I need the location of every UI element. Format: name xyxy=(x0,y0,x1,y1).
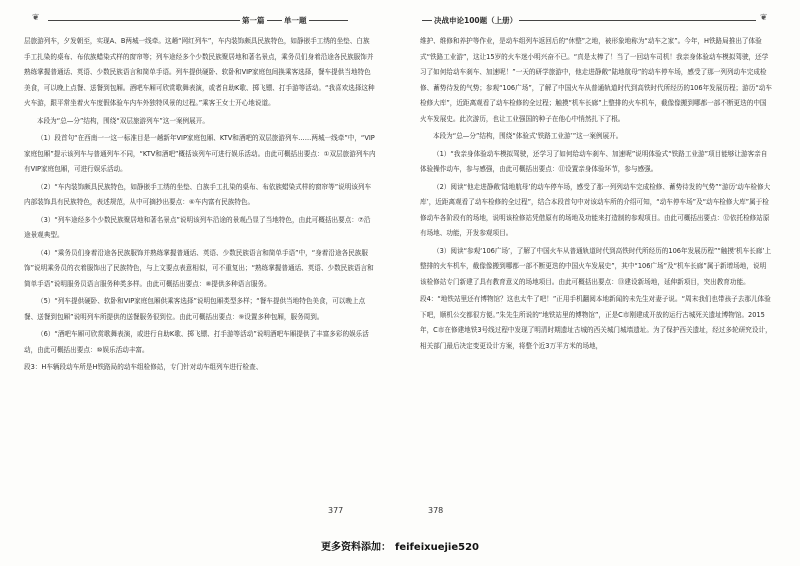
paragraph: （2）“车内装饰颇具民族特色，如静嵌手工绣的坐垫、白族手工扎染的桌布、布依族蜡染式样的窗帘等”说明该列车内部装饰具有民族特色，表述规范，从中可摘抄出要点：⑥车内富有民族特色。 xyxy=(24,182,372,206)
paragraph: （2）阅读“他走进静敞‘陆地航母’的动车停车场，感受了那一列列动车完成检修、蓄势待发的气势”“游历‘动车检修大库’，近距离观看了动车检修的全过程”，结合本段首句中对该动车所的介绍可知，“动车停车场”及“动车检修大库”属于检修动车各阶段有的场地，说明该检修站凭借原有的场地及功能来打造制的参观项目。由此可概括出要点：⑫依托检修站原有场地、功能，开发参观项目。 xyxy=(420,182,771,237)
page-number: 378 xyxy=(428,506,444,515)
paragraph: （6）“酒吧车厢可欣赏歌舞表演，或进行自助K歌、掷飞镖、打手游等活动”说明酒吧车厢提供了丰富多彩的娱乐活动，由此可概括出要点：⑩娱乐活动丰富。 xyxy=(24,330,369,354)
header-book-title: 决战申论100题（上册） xyxy=(434,16,518,25)
left-page xyxy=(12,10,392,528)
paragraph: 段3：H车辆段动车所是H铁路局的动车组检修站，专门针对动车组列车进行检查、 xyxy=(24,363,263,371)
left-body-text xyxy=(24,34,376,378)
footer-label: 更多资料添加： xyxy=(321,542,391,553)
footer-contact-id: feifeixuejie520 xyxy=(395,542,479,553)
page-number: 377 xyxy=(328,506,344,515)
paragraph: 层旅游列车，夕发朝至，实现A、B两城一线牵。这趟“网红列车”，车内装饰颇具民族特色，如静嵌手工绣的坐垫、白族手工扎染的桌布、布依族蜡染式样的窗帘等；列车途经多个少数民族聚居地和著名景点，乘务员们身着沿途各民族服饰并熟练掌握普通话、英语、少数民族语言和简单手语。列车提供硬卧、软卧和VIP家庭包间换乘客选择，餐车提供当地特色美食，可以晚上点餐、送餐到包厢。酒吧车厢可欣赏歌舞表演，或者自助K歌、掷飞镖、打手游等活动。“我喜欢选择这种火车游，跟平常坐着火车度假体验车内车外独特风景的过程。”乘客王女士开心地说道。 xyxy=(24,37,375,107)
paragraph: （4）“乘务员们身着沿途各民族服饰并熟练掌握普通话、英语、少数民族语言和简单手语”中，“身着沿途各民族服饰”说明乘务员的衣着服饰出了民族特色，与上文要点表意相似，可不重复出；“熟练掌握普通话、英语、少数民族语言和简单手语”说明服务员语言服务种类多样。由此可概括出要点：⑧提供多种语言服务。 xyxy=(24,248,374,288)
right-body-text xyxy=(420,34,772,356)
paragraph: （3）“列车途经多个少数民族聚居地和著名景点”说明该列车沿途的景观凸显了当地特色，由此可概括出要点：⑦沿途景观典型。 xyxy=(24,215,371,239)
paragraph: 维护、维修和养护等作业，是动车组列车返回后的“休整”之地，被形象地称为“动车之家”。今年，H铁路局推出了体验式“铁路工业游”，这让15岁的火车迷小明兴奋不已。“真是太棒了！当了一回动车司机！我亲身体验动车模拟驾驶，还学习了如何给动车刹车、加速呢！”一天的研学旅游中，他走进静敞“陆地航母”的动车停车场，感受了那一列列动车完成检修、蓄势待发的气势；参观“106广场”，了解了中国火车从普通轨道时代到高铁时代所经历的106年发展历程；游历“动车检修大库”，近距离观看了动车检修的全过程；触摸“机车长廊”上整排的火车机车，截像像搬到哪都一部不断更迭的中国火车发展史。此次游历，也让工业强国的种子在他心中悄然扎下了根。 xyxy=(420,37,772,123)
paragraph: 本段为“总—分”结构，围绕“体验式‘铁路工业游’”这一案例展开。 xyxy=(433,132,623,140)
footer-contact xyxy=(0,538,800,553)
right-page xyxy=(408,10,788,528)
paragraph: （5）“列车提供硬卧、软卧和VIP家庭包厢供乘客选择”说明包厢类型多样；“餐车提供当地特色美食，可以晚上点餐、送餐到包厢”说明列车所提供的送餐服务很到位。由此可概括出要点：⑨设置多种包厢，服务周到。 xyxy=(24,297,366,321)
paragraph: （3）阅读“参观‘106广场’，了解了中国火车从普通轨道时代到高铁时代所经历的106年发展历程”“触摸‘机车长廊’上整排的火车机车，截像像搬到哪都一部不断更迭的中国火车发展史”，其中“106广场”及“机车长廊”属于新增场地，说明该检修站专门新建了具有教育意义的场地项目。由此可概括出要点：⑬建设新场地，延伸新项目，突出教育功能。 xyxy=(420,246,772,286)
paragraph: 段4：“地铁站里还有博物馆？这也太牛了吧！”正用手机翻阅本地新闻的未先生对妻子说。“周末我们也带孩子去那儿体验下吧，顺机公交都很方便。”朱先生所说的“地铁站里的博物馆”，正是C市刚建成开放的运行古城死关遗址博物馆。2015年，C市在修建地铁3号线过程中发现了明清时期遗址古城的西关城门城墙遗址。为了保护西关遗址，经过多轮研究设计，相关部门最后决定变更设计方案，将整个近3万平方米的场地， xyxy=(420,295,772,350)
left-header xyxy=(12,10,392,28)
paragraph: 本段为“总—分”结构，围绕“双层旅游列车”这一案例展开。 xyxy=(37,116,209,125)
right-header xyxy=(408,10,788,28)
leaf-ornament-icon: ❦ xyxy=(760,13,768,23)
header-part: 第一篇 xyxy=(242,16,265,25)
header-section: 单一题 xyxy=(284,16,307,25)
leaf-ornament-icon: ❦ xyxy=(32,13,40,23)
paragraph: （1）段首句“在西南一一这一标准目是一趟新年VIP家庭包厢、KTV和酒吧的双层旅游列车……两城一线牵”中，“VIP家庭包厢”提示该列车与普通列车不同，“KTV和酒吧”概括该列车可进行娱乐活动。由此可概括出要点：①双层旅游列车内有VIP家庭包厢，可进行娱乐活动。 xyxy=(24,134,376,173)
paragraph: （1）“我亲身体验动车模拟驾驶，还学习了如何给动车刹车、加速呢”说明体验式“铁路工业游”项目能够让游客亲自体验操作动车，参与感强，由此可概括出要点：⑪设置亲身体验环节，参与感强。 xyxy=(420,149,768,173)
